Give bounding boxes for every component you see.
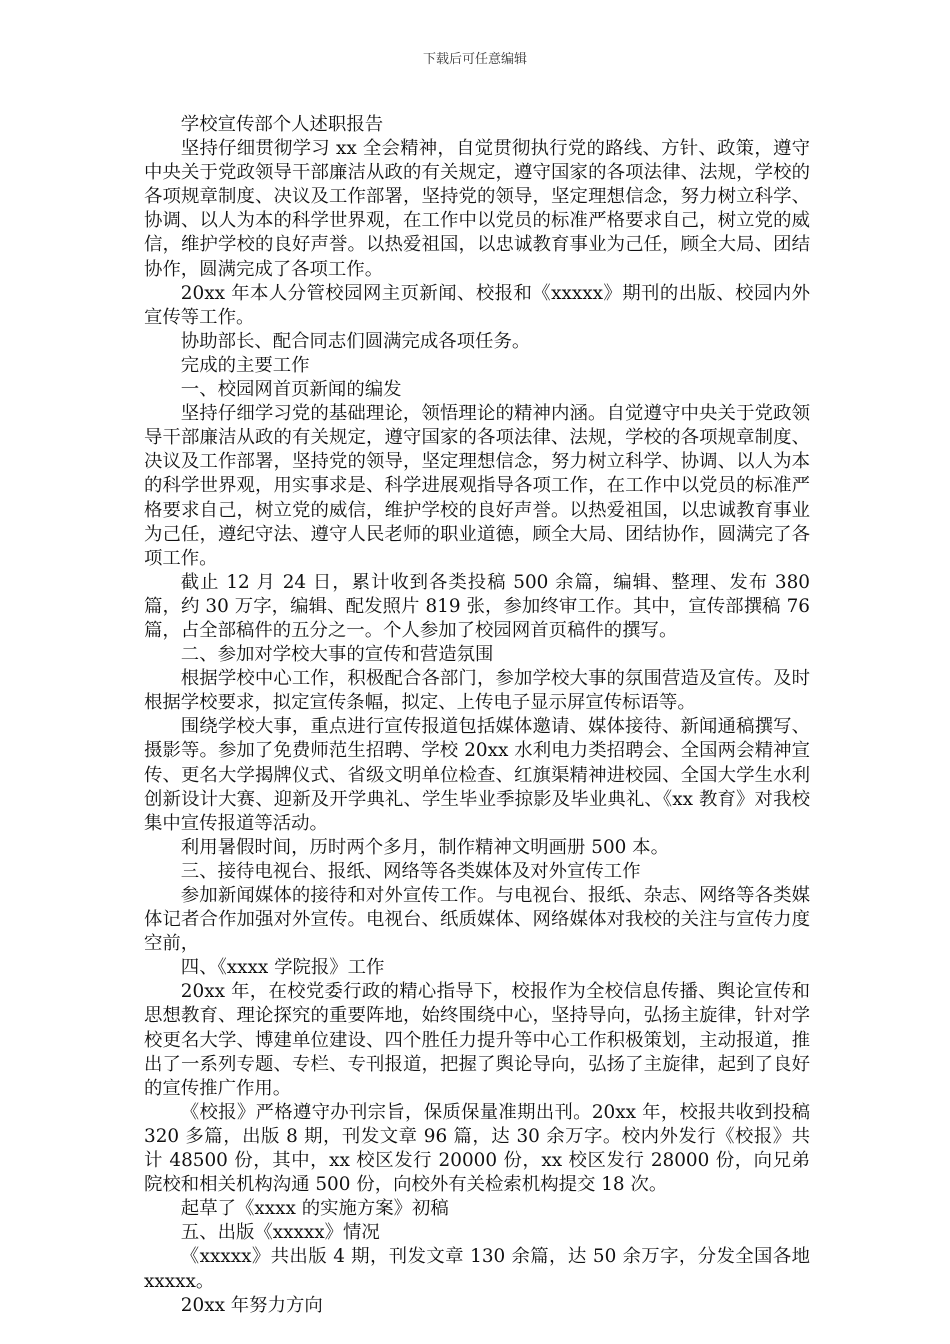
paragraph: 20xx 年，在校党委行政的精心指导下，校报作为全校信息传播、舆论宣传和思想教育、理论探究的重要阵地，始终围绕中心，坚持导向，弘扬主旋律，针对学校更名大学、博建单位建设、四个胜任力提升等中心工作积极策划，主动报道，推出了一系列专题、专栏、专刊报道，把握了舆论导向，弘扬了主旋律，起到了良好的宣传推广作用。 xyxy=(144,981,810,1099)
paragraph: 围绕学校大事，重点进行宣传报道包括媒体邀请、媒体接待、新闻通稿撰写、摄影等。参加了免费师范生招聘、学校 20xx 水利电力类招聘会、全国两会精神宣传、更名大学揭牌仪式、省级文明单位检查、红旗渠精神进校园、全国大学生水利创新设计大赛、迎新及开学典礼、学生毕业季掠影及毕业典礼、《xx 教育》对我校集中宣传报道等活动。 xyxy=(144,716,810,834)
paragraph: 利用暑假时间，历时两个多月，制作精神文明画册 500 本。 xyxy=(180,836,669,858)
paragraph: 《校报》严格遵守办刊宗旨，保质保量准期出刊。20xx 年，校报共收到投稿 320 多篇，出版 8 期，刊发文章 96 篇，达 30 余万字。校内外发行《校报》共计 48500 份，其中，xx 校区发行 20000 份，xx 校区发行 28000 份，向兄弟院校和相关机构沟通 500 份，向校外有关检索机构提交 18 次。 xyxy=(144,1101,810,1196)
section-heading: 三、接待电视台、报纸、网络等各类媒体及对外宣传工作 xyxy=(180,860,641,882)
section-heading: 20xx 年努力方向 xyxy=(180,1294,323,1316)
paragraph: 参加新闻媒体的接待和对外宣传工作。与电视台、报纸、杂志、网络等各类媒体记者合作加强对外宣传。电视台、纸质媒体、网络媒体对我校的关注与宣传力度空前， xyxy=(144,885,810,955)
paragraph: 起草了《xxxx 的实施方案》初稿 xyxy=(180,1198,449,1220)
section-heading: 一、校园网首页新闻的编发 xyxy=(180,379,402,401)
page-header: 下载后可任意编辑 xyxy=(422,52,527,67)
section-heading: 完成的主要工作 xyxy=(180,354,310,376)
paragraph: 根据学校中心工作，积极配合各部门，参加学校大事的氛围营造及宣传。及时根据学校要求，拟定宣传条幅，拟定、上传电子显示屏宣传标语等。 xyxy=(144,668,810,714)
section-heading: 五、出版《xxxxx》情况 xyxy=(180,1222,380,1244)
section-heading: 二、参加对学校大事的宣传和营造氛围 xyxy=(180,644,494,666)
paragraph: 协助部长、配合同志们圆满完成各项任务。 xyxy=(180,330,531,352)
section-heading: 四、《xxxx 学院报》工作 xyxy=(180,957,385,979)
document-body xyxy=(144,113,810,1318)
paragraph: 20xx 年本人分管校园网主页新闻、校报和《xxxxx》期刊的出版、校园内外宣传等工作。 xyxy=(144,282,810,328)
paragraph: 《xxxxx》共出版 4 期，刊发文章 130 余篇，达 50 余万字，分发全国各地 xxxxx。 xyxy=(144,1246,810,1292)
document-title: 学校宣传部个人述职报告 xyxy=(180,114,384,135)
paragraph: 坚持仔细学习党的基础理论，领悟理论的精神内涵。自觉遵守中央关于党政领导干部廉洁从政的有关规定，遵守国家的各项法律、法规，学校的各项规章制度、决议及工作部署，坚持党的领导，坚定理想信念，努力树立科学、协调、以人为本的科学世界观，用实事求是、科学进展观指导各项工作，在工作中以党员的标准严格要求自己，树立党的威信，维护学校的良好声誉。以热爱祖国，以忠诚教育事业为己任，遵纪守法、遵守人民老师的职业道德，顾全大局、团结协作，圆满完了各项工作。 xyxy=(144,403,810,569)
paragraph: 截止 12 月 24 日，累计收到各类投稿 500 余篇，编辑、整理、发布 380 篇，约 30 万字，编辑、配发照片 819 张，参加终审工作。其中，宣传部撰稿 76 篇，占全部稿件的五分之一。个人参加了校园网首页稿件的撰写。 xyxy=(144,571,810,641)
paragraph: 坚持仔细贯彻学习 xx 全会精神，自觉贯彻执行党的路线、方针、政策，遵守中央关于党政领导干部廉洁从政的有关规定，遵守国家的各项法律、法规，学校的各项规章制度、决议及工作部署，坚持党的领导，坚定理想信念，努力树立科学、协调、以人为本的科学世界观，在工作中以党员的标准严格要求自己，树立党的威信，维护学校的良好声誉。以热爱祖国，以忠诚教育事业为己任，顾全大局、团结协作，圆满完成了各项工作。 xyxy=(144,138,810,280)
